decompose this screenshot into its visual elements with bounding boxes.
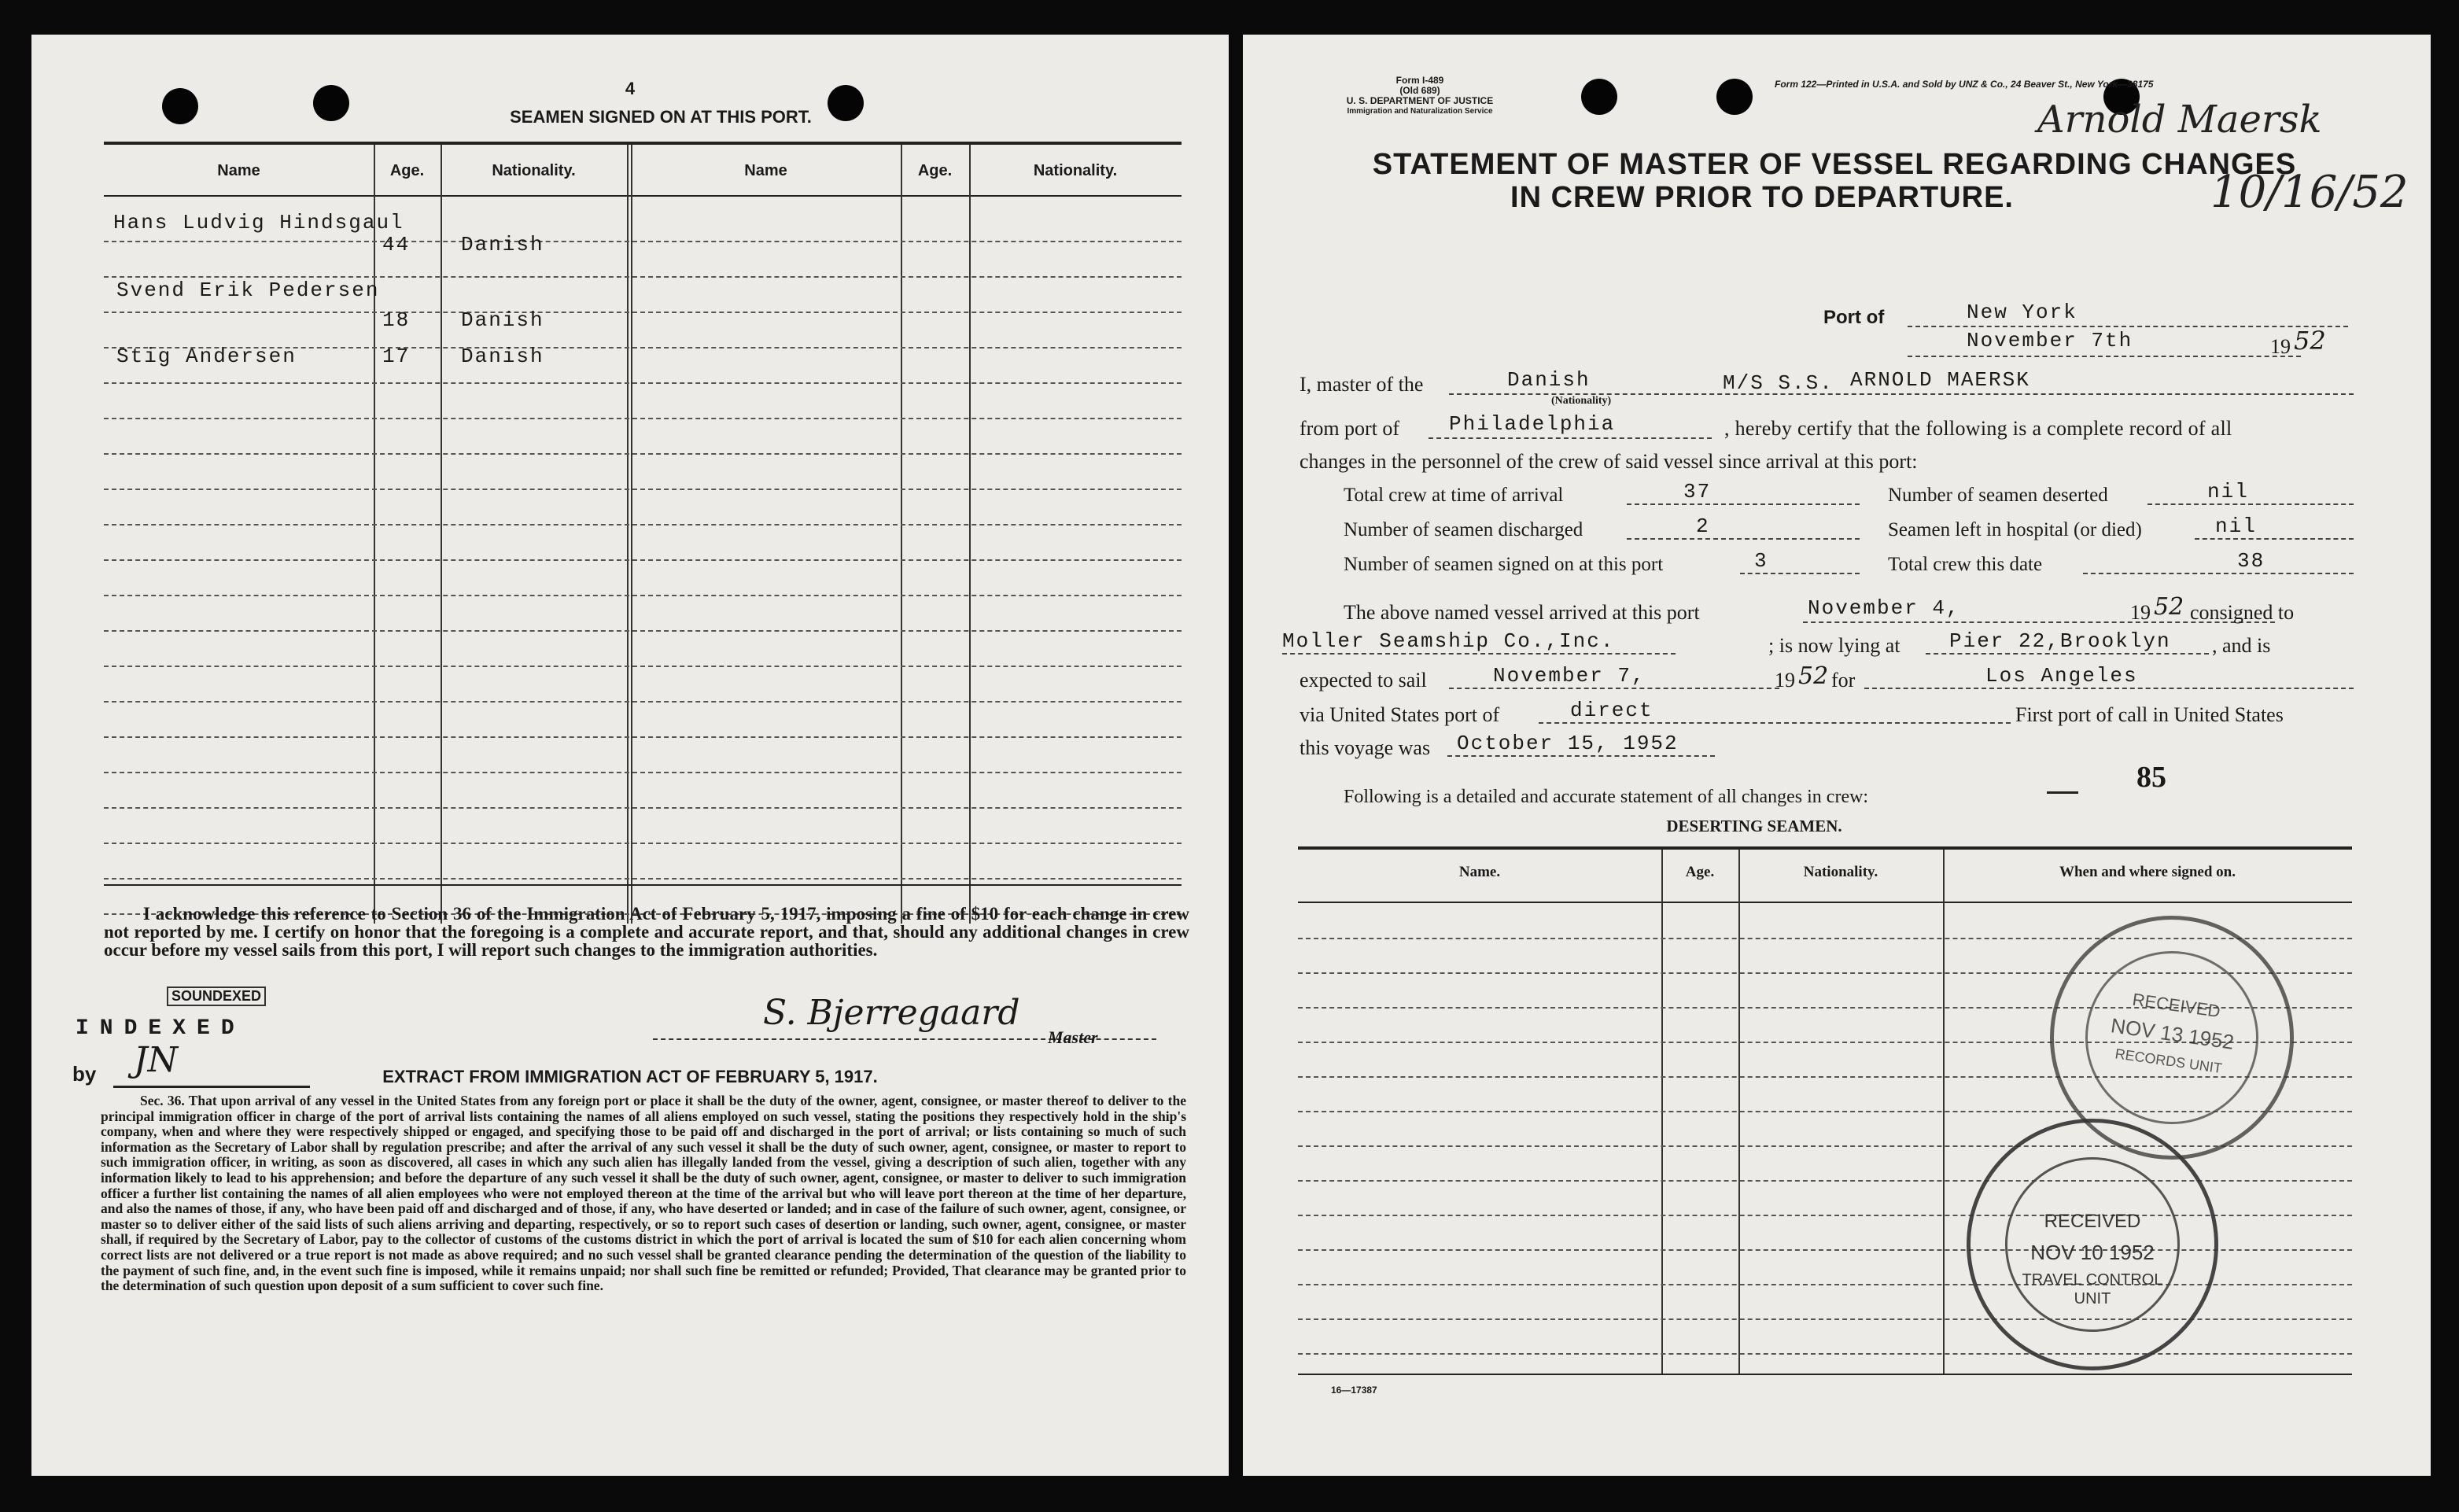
punch-hole — [1581, 79, 1617, 115]
signed-on-label: Number of seamen signed on at this port — [1344, 554, 1664, 575]
master-of-label: I, master of the — [1300, 373, 1424, 396]
signed-on-value: 3 — [1754, 549, 1768, 573]
consignee-value: Moller Seamship Co.,Inc. — [1282, 629, 1615, 653]
table-row-rule — [104, 878, 1182, 880]
table-row-rule — [104, 772, 1182, 773]
arrived-label: The above named vessel arrived at this port — [1344, 601, 1700, 624]
port-of-value: New York — [1967, 301, 2077, 324]
seaman-1-name: Hans Ludvig Hindsgaul — [113, 211, 404, 234]
soundexed-stamp: SOUNDEXED — [167, 986, 266, 1006]
table-row-rule — [104, 666, 1182, 667]
seaman-3-age: 17 — [382, 345, 411, 368]
for-label: for — [1831, 669, 1856, 691]
left-page — [31, 35, 1229, 1476]
first-port-label: First port of call in United States — [2015, 703, 2284, 726]
extract-text: Sec. 36. That upon arrival of any vessel in the United States from any foreign port or place it shall be the duty of the owner, agent, consignee, or master thereof to deliver to the principal immigration officer in charge of the port of arrival lists containing the names of all aliens employed on such vessel, stating the positions they respectively hold in the ship's company, when and where they were respectively shipped or engaged, and specifying those to be paid off and discharged in the port of arrival; or lists containing so much of such information as the Secretary of Labor shall by regulation prescribe; and after the arrival of any such vessel it shall be the duty of such owner, agent, consignee, or master to report to such immigration officer, in writing, as soon as discovered, all cases in which any such alien has illegally landed from the vessel, giving a description of such alien, together with any information likely to lead to his apprehension; and before the departure of any such vessel it shall be the duty of such owner, agent, consignee, or master to deliver to such immigration officer a further list containing the names of all alien employees who were not employed thereon at the time of the arrival but who will leave port thereon at the time of her departure, and also the names of those, if any, who have been paid off and discharged and of those, if any, who have deserted or landed; and in case of the failure of such owner, agent, consignee, or master so to deliver either of the said lists of such aliens arriving and departing, respectively, or so to report such cases of desertion or landing, such owner, agent, consignee, or master shall, if required by the Secretary of Labor, pay to the collector of customs of the customs district in which the port of arrival is located the sum of $10 for each alien concerning whom correct lists are not delivered or a true report is not made as above required; and no such vessel shall be granted clearance pending the determination of the question of the liability to the payment of such fine, and, in the event such fine is imposed, while it remains unpaid; nor shall such fine be remitted or refunded; Provided, That clearance may be granted prior to the determination of such question upon deposit of a sum sufficient to cover such fine. — [101, 1093, 1186, 1294]
lying-at-value: Pier 22,Brooklyn — [1949, 629, 2171, 653]
seaman-2-name: Svend Erik Pedersen — [116, 278, 380, 302]
consigned-label: consigned to — [2190, 601, 2295, 624]
printer-line: Form 122—Printed in U.S.A. and Sold by UNZ & Co., 24 Beaver St., New York—38175 — [1775, 79, 2154, 90]
discharged-label: Number of seamen discharged — [1344, 519, 1583, 540]
hospital-label: Seamen left in hospital (or died) — [1888, 519, 2142, 540]
vessel-type: M/S S.S. — [1723, 371, 1834, 395]
deserted-label: Number of seamen deserted — [1888, 485, 2108, 506]
right-page — [1243, 35, 2431, 1476]
col-header-age-2: Age. — [917, 162, 953, 179]
stamp1-received: RECEIVED — [2131, 989, 2222, 1022]
table-row-rule — [104, 843, 1182, 844]
table-row-rule — [104, 276, 1182, 278]
statement-year: 52 — [2294, 326, 2326, 356]
stamp-number: 85 — [2136, 761, 2166, 794]
deserting-col-name: Name. — [1458, 864, 1501, 880]
handwritten-date: 10/16/52 — [2210, 167, 2409, 218]
table-row-rule — [104, 807, 1182, 809]
handwritten-vessel-name: Arnold Maersk — [2037, 98, 2322, 142]
arrived-year: 52 — [2154, 593, 2184, 621]
via-value: direct — [1570, 699, 1653, 722]
total-crew-arrival-label: Total crew at time of arrival — [1344, 485, 1564, 506]
table-row-rule — [104, 241, 1182, 242]
service: Immigration and Naturalization Service — [1347, 107, 1493, 116]
stamp2-unit: TRAVEL CONTROL UNIT — [2022, 1271, 2163, 1307]
deserted-value: nil — [2207, 480, 2249, 503]
seaman-1-nationality: Danish — [461, 233, 544, 256]
table-header-rule — [104, 195, 1182, 197]
seaman-1-age: 44 — [382, 233, 411, 256]
total-crew-arrival-value: 37 — [1683, 480, 1712, 503]
form-title-line1: STATEMENT OF MASTER OF VESSEL REGARDING CHANGES — [1372, 148, 2297, 181]
col-header-name-2: Name — [744, 162, 787, 179]
certify-text: , hereby certify that the following is a complete record of all — [1724, 417, 2232, 440]
changes-text: changes in the personnel of the crew of said vessel since arrival at this port: — [1300, 450, 1918, 473]
col-header-nationality: Nationality. — [492, 162, 576, 179]
total-crew-date-value: 38 — [2237, 549, 2265, 573]
and-is-text: , and is — [2212, 634, 2271, 657]
punch-hole — [1716, 79, 1753, 115]
table-row-rule — [104, 701, 1182, 703]
stamp2-received: RECEIVED — [2044, 1211, 2141, 1232]
from-port-label: from port of — [1300, 417, 1400, 440]
expected-year-prefix: 19 — [1775, 669, 1795, 691]
vessel-name: ARNOLD MAERSK — [1850, 368, 2030, 392]
stamp1-unit: RECORDS UNIT — [2114, 1045, 2224, 1077]
destination-value: Los Angeles — [1985, 664, 2138, 688]
department: U. S. DEPARTMENT OF JUSTICE — [1346, 95, 1494, 106]
indexed-by-label: by — [72, 1062, 97, 1086]
table-row-rule — [104, 418, 1182, 419]
seaman-3-name: Stig Andersen — [116, 345, 297, 368]
deserting-col-nationality: Nationality. — [1803, 864, 1878, 880]
form-title-line2: IN CREW PRIOR TO DEPARTURE. — [1510, 181, 2014, 214]
seaman-3-nationality: Danish — [461, 345, 544, 368]
voyage-date: October 15, 1952 — [1457, 732, 1679, 755]
hospital-value: nil — [2215, 514, 2257, 538]
footer-code: 16—17387 — [1331, 1385, 1377, 1396]
col-header-age: Age. — [389, 162, 425, 179]
port-of-label: Port of — [1823, 307, 1885, 328]
section-title: SEAMEN SIGNED ON AT THIS PORT. — [510, 107, 812, 127]
deserting-col-signed-on: When and where signed on. — [2059, 864, 2236, 880]
table-row-rule — [104, 736, 1182, 738]
lying-label: ; is now lying at — [1768, 634, 1900, 657]
master-label: Master — [1048, 1027, 1098, 1047]
table-row-rule — [104, 312, 1182, 313]
nationality-caption: (Nationality) — [1551, 395, 1612, 407]
discharged-value: 2 — [1696, 514, 1710, 538]
voyage-label: this voyage was — [1300, 736, 1431, 759]
received-stamp-travel-control — [1967, 1119, 2218, 1370]
deserting-title: DESERTING SEAMEN. — [1666, 817, 1842, 835]
arrived-year-prefix: 19 — [2130, 601, 2151, 624]
statement-date: November 7th — [1967, 329, 2133, 352]
expected-year: 52 — [1798, 662, 1829, 690]
form-old: (Old 689) — [1399, 85, 1440, 96]
acknowledgement-text: I acknowledge this reference to Section 36 of the Immigration Act of February 5, 1917, imposing a fine of $10 for each change in crew not reported by me. I certify on honor that the foregoing is a complete and accurate report, and that, should any additional changes in crew occur before my vessel sails from this port, I will report such changes to the immigration authorities. — [104, 904, 1189, 960]
table-row-rule — [104, 524, 1182, 526]
table-row-rule — [104, 595, 1182, 596]
table-row-rule — [104, 453, 1182, 455]
seaman-2-age: 18 — [382, 308, 411, 332]
from-port-value: Philadelphia — [1449, 412, 1616, 436]
master-signature: S. Bjerregaard — [763, 993, 1020, 1033]
table-row-rule — [104, 382, 1182, 384]
arrived-date: November 4, — [1808, 596, 1960, 620]
indexer-initials: JN — [134, 1040, 179, 1080]
total-crew-date-label: Total crew this date — [1888, 554, 2043, 575]
year-prefix: 19 — [2270, 335, 2291, 358]
table-row-rule — [104, 630, 1182, 632]
col-header-nationality-2: Nationality. — [1033, 162, 1118, 179]
deserting-col-age: Age. — [1685, 864, 1715, 880]
col-header-name: Name — [217, 162, 260, 179]
following-text: Following is a detailed and accurate statement of all changes in crew: — [1344, 787, 1869, 807]
page-number: 4 — [625, 79, 636, 98]
table-row-rule — [104, 489, 1182, 490]
vessel-nationality: Danish — [1507, 368, 1591, 392]
deserting-row-rule — [1298, 1353, 2352, 1355]
indexed-stamp: INDEXED — [76, 1016, 245, 1041]
form-id: Form I-489 — [1395, 75, 1444, 86]
stamp1-date: NOV 13 1952 — [2109, 1013, 2236, 1054]
expected-label: expected to sail — [1300, 669, 1427, 691]
table-top-rule — [104, 142, 1182, 145]
table-row-rule — [104, 559, 1182, 561]
extract-title: EXTRACT FROM IMMIGRATION ACT OF FEBRUARY 5, 1917. — [382, 1067, 878, 1086]
via-label: via United States port of — [1300, 703, 1500, 726]
form-header — [1298, 76, 1542, 116]
stamp2-date: NOV 10 1952 — [2030, 1241, 2155, 1264]
seaman-2-nationality: Danish — [461, 308, 544, 332]
expected-date: November 7, — [1493, 664, 1646, 688]
